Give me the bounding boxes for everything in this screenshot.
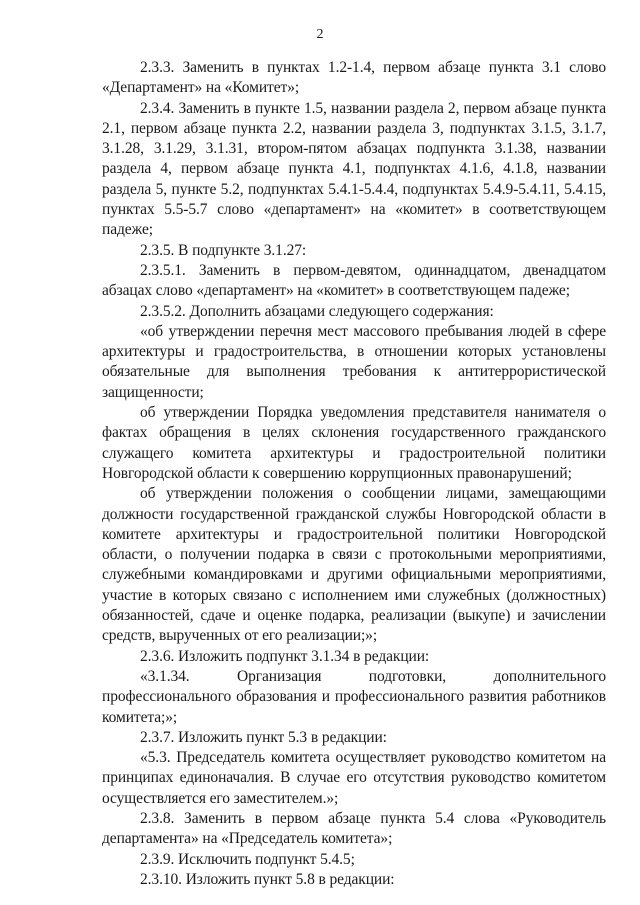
document-body: [102, 58, 606, 890]
paragraph: 2.3.10. Изложить пункт 5.8 в редакции:: [140, 870, 395, 888]
paragraph: 2.3.5. В подпункте 3.1.27:: [140, 241, 307, 259]
page-number: 2: [316, 27, 324, 42]
paragraph: 2.3.4. Заменить в пункте 1.5, названии раздела 2, первом абзаце пункта 2.1, первом абзаце пункта 2.2, названии раздела 3, подпунктах 3.1.5, 3.1.7, 3.1.28, 3.1.29, 3.1.31, втором-пятом абзацах подпункта 3.1.38, названии раздела 4, первом абзаце пункта 4.1, подпунктах 4.1.6, 4.1.8, названии раздела 5, пункте 5.2, подпунктах 5.4.1-5.4.4, подпунктах 5.4.9-5.4.11, 5.4.15, пунктах 5.5-5.7 слово «департамент» на «комитет» в соответствующем падеже;: [102, 99, 606, 239]
paragraph: 2.3.3. Заменить в пунктах 1.2-1.4, первом абзаце пункта 3.1 слово «Департамент» на «Комитет»;: [102, 59, 606, 97]
paragraph: об утверждении положения о сообщении лицами, замещающими должности государственной гражданской службы Новгородской области в комитете архитектуры и градостроительной политики Новгородской области, о получении подарка в связи с протокольными мероприятиями, служебными командировками и другими официальными мероприятиями, участие в которых связано с исполнением ими служебных (должностных) обязанностей, сдаче и оценке подарка, реализации (выкупе) и зачислении средств, вырученных от его реализации;»;: [102, 485, 606, 645]
paragraph: 2.3.8. Заменить в первом абзаце пункта 5.4 слова «Руководитель департамента» на «Председатель комитета»;: [102, 809, 606, 848]
paragraph: 2.3.5.1. Заменить в первом-девятом, одиннадцатом, двенадцатом абзацах слово «департамент» на «комитет» в соответствующем падеже;: [102, 261, 606, 300]
paragraph: 2.3.9. Исключить подпункт 5.4.5;: [140, 850, 355, 868]
paragraph: «об утверждении перечня мест массового пребывания людей в сфере архитектуры и градостроительства, в отношении которых установлены обязательные для выполнения требования к антитеррористической защищенности;: [102, 322, 606, 401]
paragraph: 2.3.5.2. Дополнить абзацами следующего содержания:: [140, 302, 494, 320]
paragraph: об утверждении Порядка уведомления представителя нанимателя о фактах обращения в целях склонения государственного гражданского служащего комитета архитектуры и градостроительной политики Новгородской области к совершению коррупционных правонарушений;: [102, 404, 606, 482]
paragraph: «3.1.34. Организация подготовки, дополнительного профессионального образования и профессионального развития работников комитета;»;: [102, 667, 606, 726]
paragraph: 2.3.7. Изложить пункт 5.3 в редакции:: [140, 728, 387, 746]
paragraph: «5.3. Председатель комитета осуществляет руководство комитетом на принципах единоначалия. В случае его отсутствия руководство комитетом осуществляется его заместителем.»;: [102, 749, 606, 807]
paragraph: 2.3.6. Изложить подпункт 3.1.34 в редакции:: [140, 647, 430, 665]
